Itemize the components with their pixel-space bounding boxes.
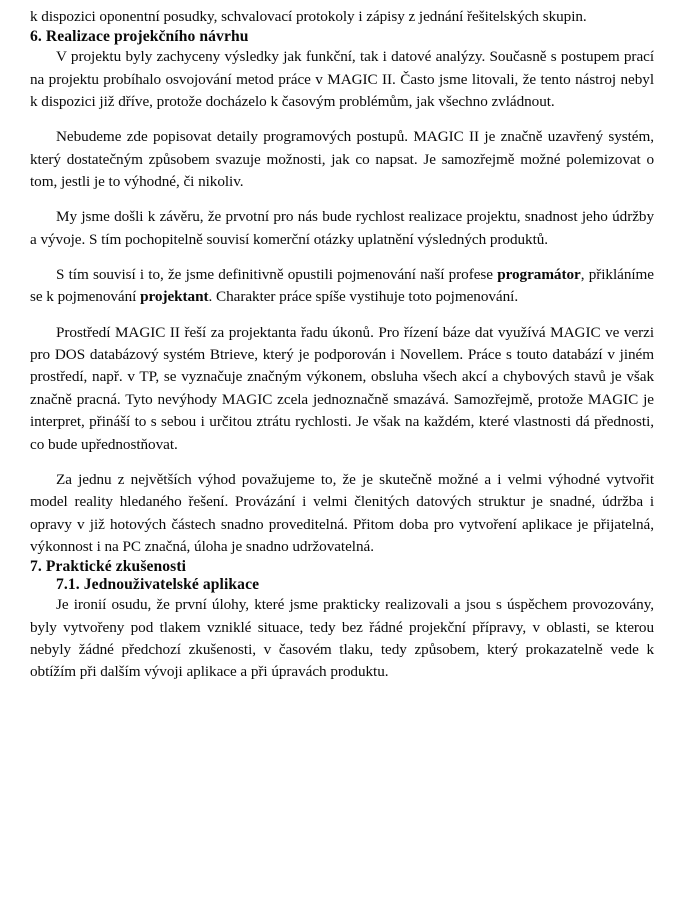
paragraph-6-1: V projektu byly zachyceny výsledky jak funkční, tak i datové analýzy. Současně s postupem prací na projektu probíhalo osvojování metod práce v MAGIC II. Často jsme litovali, že tento nástroj nebyl k dispozici již dříve, protože docházelo k časovým problémům, jak všechno zvládnout. [30,48,654,111]
section-heading-6: 6. Realizace projekčního návrhu [30,28,249,46]
paragraph-6-2: Nebudeme zde popisovat detaily programových postupů. MAGIC II je značně uzavřený systém, který dostatečným způsobem svazuje možnosti, jak co napsat. Je samozřejmě možné polemizovat o tom, jestli je to výhodné, či nikoliv. [30,128,654,191]
paragraph-7-1-1: Je ironií osudu, že první úlohy, které jsme prakticky realizovali a jsou s úspěchem provozovány, byly vytvořeny pod tlakem vzniklé situace, tedy bez řádné projekční přípravy, v oblasti, se kterou nebyly žádné předchozí zkušenosti, v časovém tlaku, tedy způsobem, který prokazatelně vede k obtížím při dalším vývoji aplikace a při úpravách produktu. [30,596,654,681]
paragraph-6-6: Za jednu z největších výhod považujeme to, že je skutečně možné a i velmi výhodné vytvořit model reality hledaného řešení. Provázání i velmi členitých datových struktur je snadné, údržba i opravy v již hotových částech snadno proveditelná. Přitom doba pro vytvoření aplikace je přijatelná, výkonnost i na PC značná, úloha je snadno udržovatelná. [30,470,654,555]
continued-paragraph: k dispozici oponentní posudky, schvalovací protokoly i zápisy z jednání řešitelských skupin. [30,8,587,25]
paragraph-6-5: Prostředí MAGIC II řeší za projektanta řadu úkonů. Pro řízení báze dat využívá MAGIC ve verzi pro DOS databázový systém Btrieve, který je podporován i Novellem. Práce s touto databází v jiném prostředí, např. v TP, se vyznačuje značným výkonem, obsluha všech akcí a chybových stavů je však značně pracná. Tyto nevýhody MAGIC zcela jednoznačně smazává. Samozřejmě, protože MAGIC je interpret, přináší to s sebou i určitou ztrátu rychlosti. Je však na každém, které vlastnosti dá přednosti, co bude upřednostňovat. [30,323,654,453]
emphasized-term: programátor [497,266,581,284]
paragraph-6-4 [30,264,654,309]
paragraph-6-3: My jsme došli k závěru, že prvotní pro nás bude rychlost realizace projektu, snadnost jeho údržby a vývoje. S tím pochopitelně souvisí komerční otázky uplatnění výsledných produktů. [30,208,654,248]
section-subheading-7-1: 7.1. Jednouživatelské aplikace [56,576,260,594]
emphasized-term: projektant [140,288,209,306]
paragraph-6-4-text: S tím souvisí i to, že jsme definitivně opustili pojmenování naší profese programátor, přikláníme se k pojmenování projektant. Charakter práce spíše vystihuje toto pojmenování. [30,266,654,306]
section-heading-7: 7. Praktické zkušenosti [30,558,187,576]
